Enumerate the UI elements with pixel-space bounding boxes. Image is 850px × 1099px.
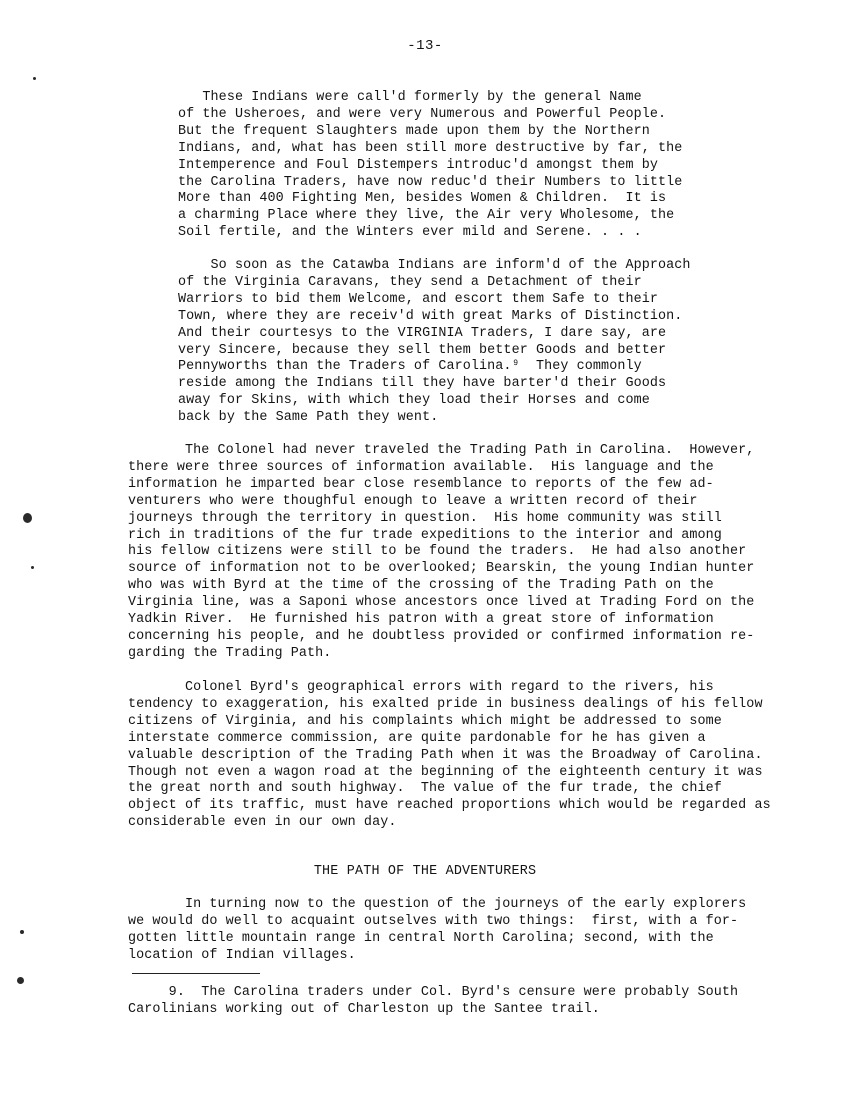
punch-hole-mark [33, 77, 36, 80]
paragraph-trading-path-sources: The Colonel had never traveled the Trading Path in Carolina. However, there were three sources of information available. His language and the information he imparted bear close resemblance to reports of the few ad- venturers who were thoughful enough to leave a written record of their journeys through the territory in question. His home community was still rich in traditions of the fur trade expeditions to the interior and among his fellow citizens were still to be found the traders. He had also another source of information not to be overlooked; Bearskin, the young Indian hunter who was with Byrd at the time of the crossing of the Trading Path on the Virginia line, was a Saponi whose ancestors once lived at Trading Ford on the Yadkin River. He furnished his patron with a great store of information concerning his people, and he doubtless provided or confirmed information re- garding the Trading Path. [128, 443, 755, 661]
footnote-9: 9. The Carolina traders under Col. Byrd's censure were probably South Carolinians working out of Charleston up the Santee trail. [128, 985, 739, 1017]
footnote-divider [132, 973, 260, 974]
block-quote-catawba: So soon as the Catawba Indians are inform'd of the Approach of the Virginia Caravans, they send a Detachment of their Warriors to bid them Welcome, and escort them Safe to their Town, where they are receiv'd with great Marks of Distinction. And their courtesys to the VIRGINIA Traders, I dare say, are very Sincere, because they sell them better Goods and better Pennyworths than the Traders of Carolina.⁹ They commonly reside among the Indians till they have barter'd their Goods away for Skins, with which they load their Horses and come back by the Same Path they went. [178, 258, 691, 426]
block-quote-usheroes: These Indians were call'd formerly by the general Name of the Usheroes, and were very Numerous and Powerful People. But the frequent Slaughters made upon them by the Northern Indians, and, what has been still more destructive by far, the Intemperence and Foul Distempers introduc'd amongst them by the Carolina Traders, have now reduc'd their Numbers to little More than 400 Fighting Men, besides Women & Children. It is a charming Place where they live, the Air very Wholesome, the Soil fertile, and the Winters ever mild and Serene. . . . [178, 90, 683, 241]
punch-hole-mark [17, 977, 24, 984]
section-heading: THE PATH OF THE ADVENTURERS [313, 864, 537, 879]
punch-hole-mark [31, 566, 34, 569]
punch-hole-mark [23, 513, 32, 523]
paragraph-byrd-errors: Colonel Byrd's geographical errors with regard to the rivers, his tendency to exaggeration, his exalted pride in business dealings of his fellow citizens of Virginia, and his complaints which might be addressed to some interstate commerce commission, are quite pardonable for he has given a valuable description of the Trading Path when it was the Broadway of Carolina. Though not even a wagon road at the beginning of the eighteenth century it was the great north and south highway. The value of the fur trade, the chief object of its traffic, must have reached proportions which would be regarded as considerable even in our own day. [128, 680, 771, 831]
page-number: -13- [407, 38, 443, 54]
paragraph-journeys-intro: In turning now to the question of the journeys of the early explorers we would do well to acquaint outselves with two things: first, with a for- gotten little mountain range in central North Carolina; second, with the location of Indian villages. [128, 897, 747, 963]
punch-hole-mark [20, 930, 24, 934]
